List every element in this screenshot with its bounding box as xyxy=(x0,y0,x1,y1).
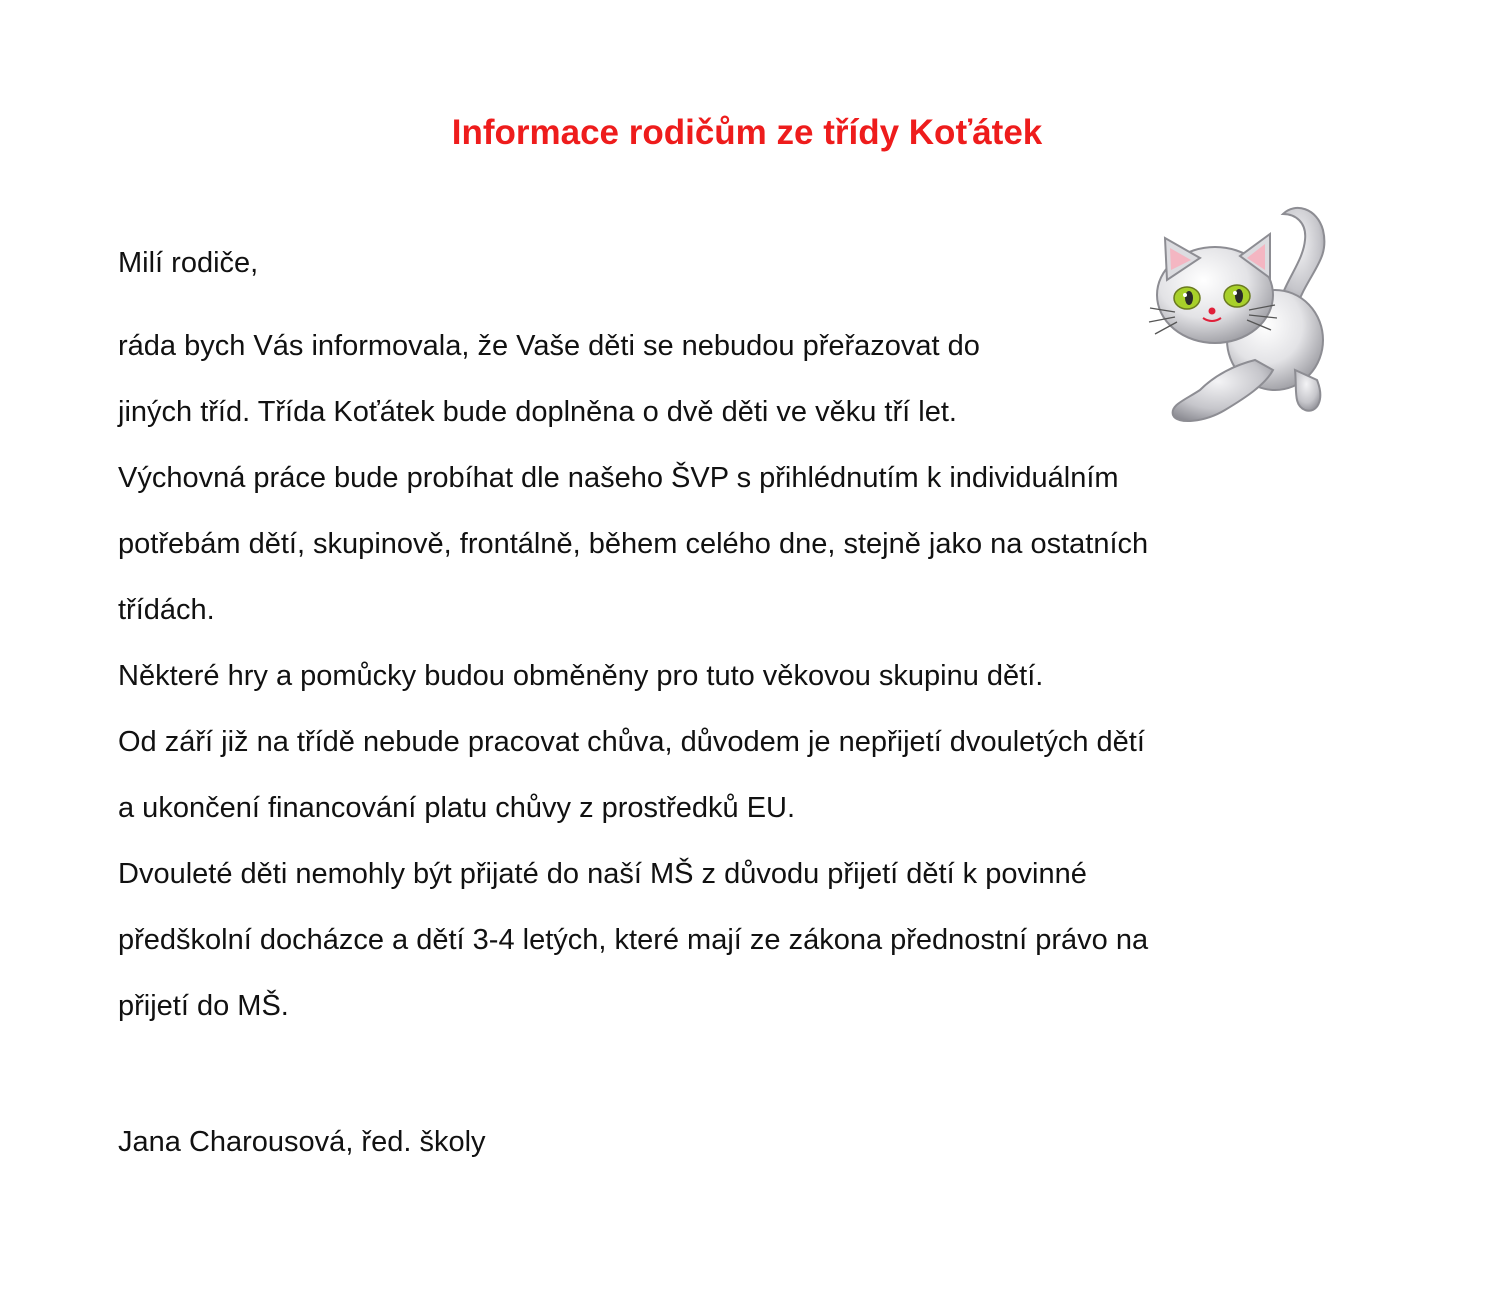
body-line: jiných tříd. Třída Koťátek bude doplněna o dvě děti ve věku tří let. xyxy=(118,396,957,428)
document-title: Informace rodičům ze třídy Koťátek xyxy=(451,113,1043,152)
body-line: ráda bych Vás informovala, že Vaše děti se nebudou přeřazovat do xyxy=(118,330,980,362)
body-line: a ukončení financování platu chůvy z prostředků EU. xyxy=(118,792,796,824)
signature: Jana Charousová, řed. školy xyxy=(118,1126,486,1158)
body-line: Výchovná práce bude probíhat dle našeho ŠVP s přihlédnutím k individuálním xyxy=(118,462,1119,494)
greeting: Milí rodiče, xyxy=(118,247,259,279)
body-line: Od září již na třídě nebude pracovat chůva, důvodem je nepřijetí dvouletých dětí xyxy=(118,726,1145,758)
body-line: přijetí do MŠ. xyxy=(118,990,289,1022)
body-line: Dvouleté děti nemohly být přijaté do naší MŠ z důvodu přijetí dětí k povinné xyxy=(118,858,1087,890)
body-line: třídách. xyxy=(118,594,215,626)
cat-illustration-icon xyxy=(1145,200,1345,430)
body-line: potřebám dětí, skupinově, frontálně, během celého dne, stejně jako na ostatních xyxy=(118,528,1149,560)
body-line: Některé hry a pomůcky budou obměněny pro tuto věkovou skupinu dětí. xyxy=(118,660,1044,692)
body-line: předškolní docházce a dětí 3-4 letých, které mají ze zákona přednostní právo na xyxy=(118,924,1149,956)
